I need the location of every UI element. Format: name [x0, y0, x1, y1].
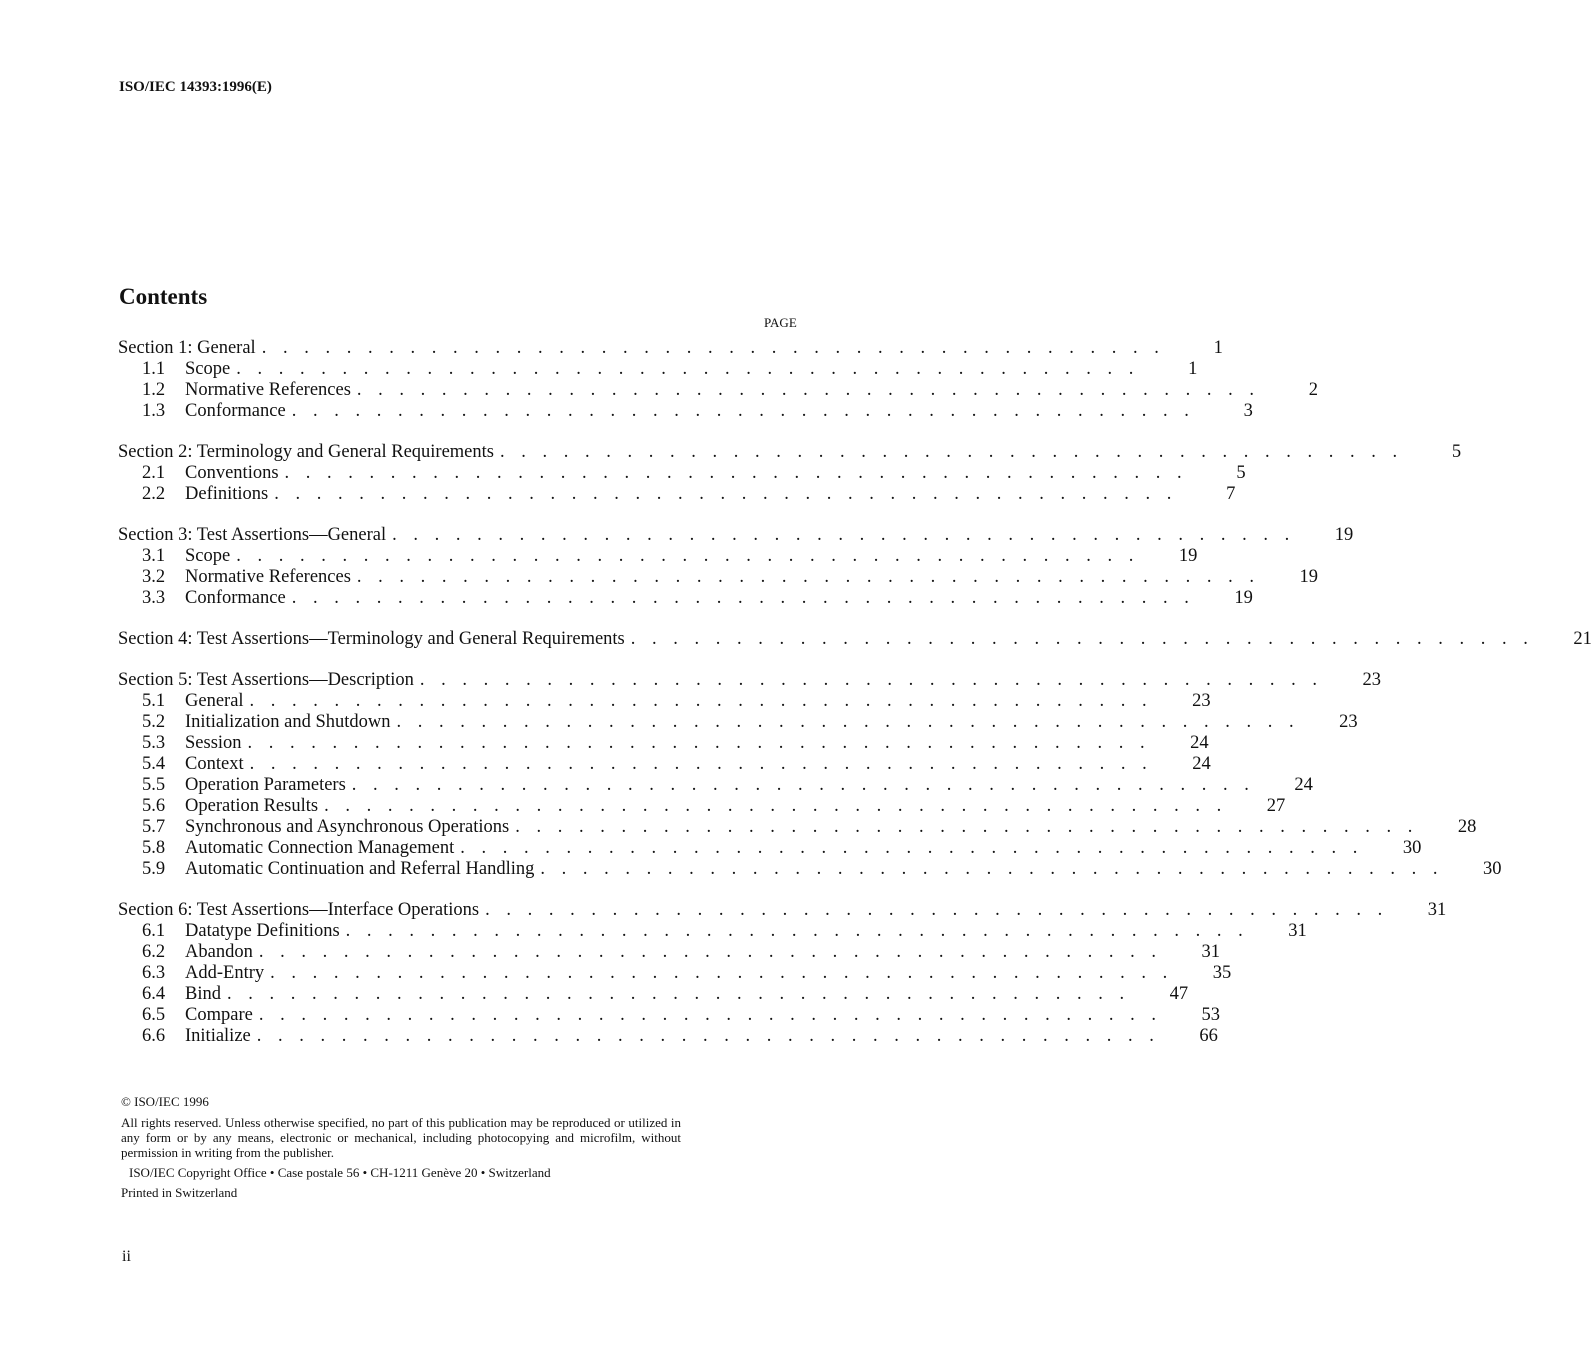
item-number: 5.8: [142, 838, 166, 858]
dot-leader: . . . . . . . . . . . . . . . . . . . . . . . . . . . . . . . . . . . . . . . . . . .: [261, 338, 1165, 358]
item-title: Conventions: [185, 463, 279, 483]
toc-item-row: [118, 546, 1198, 567]
section-page: 31: [1427, 900, 1447, 920]
toc-item-row: [118, 775, 1313, 796]
item-page: 5: [1236, 463, 1246, 483]
item-page: 19: [1234, 588, 1253, 608]
dot-leader: . . . . . . . . . . . . . . . . . . . . . . . . . . . . . . . . . . . . . . . . . . .: [324, 796, 1228, 816]
dot-leader: . . . . . . . . . . . . . . . . . . . . . . . . . . . . . . . . . . . . . . . . . . .: [396, 712, 1300, 732]
section-title: Section 6: Test Assertions—Interface Operations: [118, 900, 480, 920]
toc-item-row: [118, 712, 1358, 733]
item-page: 66: [1199, 1026, 1218, 1046]
item-title: Compare: [185, 1005, 253, 1025]
item-page: 2: [1308, 380, 1319, 400]
toc-item-row: [118, 921, 1307, 942]
item-number: 3.1: [142, 546, 166, 566]
section-title: Section 1: General: [118, 338, 256, 358]
toc-item-row: [118, 380, 1319, 401]
dot-leader: . . . . . . . . . . . . . . . . . . . . . . . . . . . . . . . . . . . . . . . . . . .: [630, 629, 1534, 649]
item-title: Conformance: [185, 588, 286, 608]
section-page: 19: [1334, 525, 1354, 545]
section-title: Section 2: Terminology and General Requirements: [118, 442, 494, 462]
toc-item-row: [118, 984, 1189, 1005]
dot-leader: . . . . . . . . . . . . . . . . . . . . . . . . . . . . . . . . . . . . . . . . . . .: [540, 859, 1444, 879]
item-page: 28: [1457, 817, 1477, 837]
item-number: 6.3: [142, 963, 166, 983]
item-page: 53: [1201, 1005, 1220, 1025]
item-title: Synchronous and Asynchronous Operations: [185, 817, 510, 837]
toc-section-row: [118, 442, 1462, 463]
toc-item-row: [118, 567, 1319, 588]
section-title: Section 5: Test Assertions—Description: [118, 670, 414, 690]
toc-item-row: [118, 1005, 1220, 1026]
dot-leader: . . . . . . . . . . . . . . . . . . . . . . . . . . . . . . . . . . . . . . . . . . .: [247, 733, 1151, 753]
item-number: 1.1: [142, 359, 166, 379]
toc-section: [118, 629, 1592, 650]
dot-leader: . . . . . . . . . . . . . . . . . . . . . . . . . . . . . . . . . . . . . . . . . . .: [258, 942, 1162, 962]
dot-leader: . . . . . . . . . . . . . . . . . . . . . . . . . . . . . . . . . . . . . . . . . . .: [356, 567, 1261, 587]
toc-item-row: [118, 838, 1422, 859]
dot-leader: . . . . . . . . . . . . . . . . . . . . . . . . . . . . . . . . . . . . . . . . . . .: [460, 838, 1364, 858]
dot-leader: . . . . . . . . . . . . . . . . . . . . . . . . . . . . . . . . . . . . . . . . . . .: [356, 380, 1261, 400]
copyright-block: [121, 1094, 681, 1200]
toc-section: [118, 525, 1354, 609]
toc-item-row: [118, 859, 1502, 880]
item-page: 47: [1169, 984, 1189, 1004]
dot-leader: . . . . . . . . . . . . . . . . . . . . . . . . . . . . . . . . . . . . . . . . . . .: [249, 691, 1153, 711]
copyright-notice: © ISO/IEC 1996: [121, 1094, 209, 1109]
item-page: 31: [1288, 921, 1307, 941]
item-title: Conformance: [185, 401, 286, 421]
toc-item-row: [118, 484, 1236, 505]
item-number: 6.5: [142, 1005, 166, 1025]
toc-item-row: [118, 733, 1209, 754]
toc-section: [118, 338, 1319, 422]
item-number: 5.4: [142, 754, 166, 774]
item-title: General: [185, 691, 244, 711]
dot-leader: . . . . . . . . . . . . . . . . . . . . . . . . . . . . . . . . . . . . . . . . . . .: [515, 817, 1419, 837]
item-number: 5.7: [142, 817, 166, 837]
item-number: 5.9: [142, 859, 166, 879]
item-page: 24: [1190, 733, 1209, 753]
dot-leader: . . . . . . . . . . . . . . . . . . . . . . . . . . . . . . . . . . . . . . . . . . .: [499, 442, 1404, 462]
item-title: Scope: [185, 359, 231, 379]
item-page: 30: [1402, 838, 1422, 858]
toc-section-row: [118, 900, 1447, 921]
dot-leader: . . . . . . . . . . . . . . . . . . . . . . . . . . . . . . . . . . . . . . . . . . .: [392, 525, 1296, 545]
toc-section-row: [118, 338, 1223, 359]
dot-leader: . . . . . . . . . . . . . . . . . . . . . . . . . . . . . . . . . . . . . . . . . . .: [274, 484, 1178, 504]
dot-leader: . . . . . . . . . . . . . . . . . . . . . . . . . . . . . . . . . . . . . . . . . . .: [236, 546, 1140, 566]
item-title: Automatic Connection Management: [185, 838, 455, 858]
dot-leader: . . . . . . . . . . . . . . . . . . . . . . . . . . . . . . . . . . . . . . . . . . .: [291, 588, 1195, 608]
item-title: Definitions: [185, 484, 269, 504]
item-number: 1.3: [142, 401, 166, 421]
item-title: Initialization and Shutdown: [185, 712, 391, 732]
toc-item-row: [118, 359, 1198, 380]
dot-leader: . . . . . . . . . . . . . . . . . . . . . . . . . . . . . . . . . . . . . . . . . . .: [284, 463, 1188, 483]
table-of-contents: [118, 338, 1592, 1067]
item-number: 5.5: [142, 775, 166, 795]
item-page: 24: [1192, 754, 1211, 774]
dot-leader: . . . . . . . . . . . . . . . . . . . . . . . . . . . . . . . . . . . . . . . . . . .: [258, 1005, 1162, 1025]
toc-item-row: [118, 817, 1477, 838]
item-page: 19: [1299, 567, 1319, 587]
item-title: Normative References: [185, 380, 351, 400]
dot-leader: . . . . . . . . . . . . . . . . . . . . . . . . . . . . . . . . . . . . . . . . . . .: [351, 775, 1255, 795]
toc-item-row: [118, 963, 1232, 984]
item-page: 1: [1188, 359, 1198, 379]
section-title: Section 3: Test Assertions—General: [118, 525, 387, 545]
item-page: 19: [1178, 546, 1198, 566]
toc-item-row: [118, 401, 1253, 422]
item-number: 6.6: [142, 1026, 166, 1046]
document-id: ISO/IEC 14393:1996(E): [119, 79, 272, 95]
item-page: 7: [1226, 484, 1236, 504]
item-title: Initialize: [185, 1026, 251, 1046]
toc-section-row: [118, 670, 1382, 691]
item-title: Bind: [185, 984, 221, 1004]
toc-section: [118, 900, 1447, 1047]
toc-item-row: [118, 796, 1286, 817]
item-number: 6.1: [142, 921, 166, 941]
item-number: 5.2: [142, 712, 166, 732]
dot-leader: . . . . . . . . . . . . . . . . . . . . . . . . . . . . . . . . . . . . . . . . . . .: [419, 670, 1324, 690]
item-title: Add-Entry: [185, 963, 265, 983]
item-page: 31: [1201, 942, 1220, 962]
item-page: 27: [1266, 796, 1286, 816]
item-number: 3.3: [142, 588, 166, 608]
page-title: Contents: [119, 284, 208, 309]
page-number: ii: [122, 1248, 131, 1265]
dot-leader: . . . . . . . . . . . . . . . . . . . . . . . . . . . . . . . . . . . . . . . . . . .: [249, 754, 1153, 774]
item-title: Scope: [185, 546, 231, 566]
printed-in: Printed in Switzerland: [121, 1185, 238, 1200]
section-page: 21: [1573, 629, 1592, 649]
item-title: Datatype Definitions: [185, 921, 340, 941]
item-page: 30: [1482, 859, 1502, 879]
section-page: 23: [1362, 670, 1382, 690]
item-number: 6.2: [142, 942, 166, 962]
toc-item-row: [118, 691, 1211, 712]
item-number: 1.2: [142, 380, 166, 400]
dot-leader: . . . . . . . . . . . . . . . . . . . . . . . . . . . . . . . . . . . . . . . . . . .: [256, 1026, 1160, 1046]
dot-leader: . . . . . . . . . . . . . . . . . . . . . . . . . . . . . . . . . . . . . . . . . . .: [236, 359, 1140, 379]
item-page: 23: [1192, 691, 1211, 711]
toc-section-row: [118, 525, 1354, 546]
item-title: Normative References: [185, 567, 351, 587]
item-page: 23: [1339, 712, 1358, 732]
item-page: 24: [1294, 775, 1313, 795]
dot-leader: . . . . . . . . . . . . . . . . . . . . . . . . . . . . . . . . . . . . . . . . . . .: [291, 401, 1195, 421]
item-title: Session: [185, 733, 242, 753]
page-column-label: PAGE: [764, 315, 797, 330]
item-title: Operation Parameters: [185, 775, 346, 795]
item-number: 3.2: [142, 567, 166, 587]
item-number: 5.1: [142, 691, 166, 711]
toc-item-row: [118, 1026, 1218, 1047]
toc-section-row: [118, 629, 1592, 650]
item-number: 2.2: [142, 484, 166, 504]
dot-leader: . . . . . . . . . . . . . . . . . . . . . . . . . . . . . . . . . . . . . . . . . . .: [270, 963, 1174, 983]
copyright-office-address: ISO/IEC Copyright Office • Case postale 56 • CH-1211 Genève 20 • Switzerland: [129, 1165, 551, 1180]
item-number: 6.4: [142, 984, 166, 1004]
section-page: 5: [1451, 442, 1462, 462]
dot-leader: . . . . . . . . . . . . . . . . . . . . . . . . . . . . . . . . . . . . . . . . . . .: [485, 900, 1389, 920]
toc-item-row: [118, 754, 1211, 775]
item-number: 2.1: [142, 463, 166, 483]
rights-statement: All rights reserved. Unless otherwise specified, no part of this publication may be reproduced or utilized in any form or by any means, electronic or mechanical, including photocopying and microfilm, without permission in writing from the publisher.: [121, 1115, 681, 1160]
item-title: Automatic Continuation and Referral Handling: [185, 859, 535, 879]
section-page: 1: [1213, 338, 1223, 358]
item-title: Context: [185, 754, 244, 774]
toc-item-row: [118, 942, 1220, 963]
item-number: 5.3: [142, 733, 166, 753]
toc-section: [118, 670, 1502, 880]
item-page: 35: [1212, 963, 1232, 983]
item-title: Abandon: [185, 942, 253, 962]
section-title: Section 4: Test Assertions—Terminology and General Requirements: [118, 629, 625, 649]
toc-section: [118, 442, 1462, 505]
dot-leader: . . . . . . . . . . . . . . . . . . . . . . . . . . . . . . . . . . . . . . . . . . .: [345, 921, 1249, 941]
item-page: 3: [1243, 401, 1253, 421]
dot-leader: . . . . . . . . . . . . . . . . . . . . . . . . . . . . . . . . . . . . . . . . . . .: [226, 984, 1131, 1004]
toc-item-row: [118, 463, 1246, 484]
item-number: 5.6: [142, 796, 166, 816]
toc-item-row: [118, 588, 1253, 609]
item-title: Operation Results: [185, 796, 319, 816]
